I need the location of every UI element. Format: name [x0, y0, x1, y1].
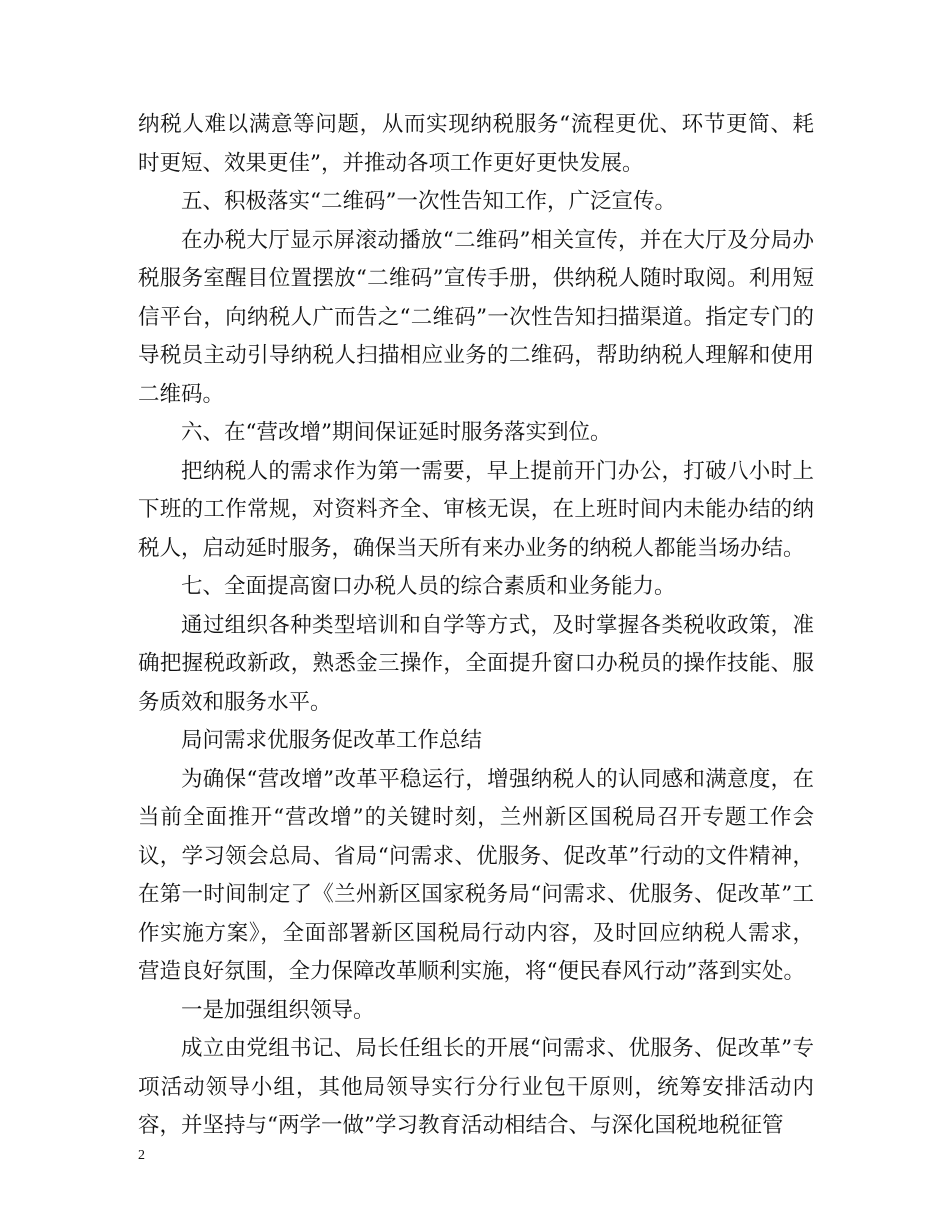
page-number: 2 [138, 1148, 145, 1163]
document-title: 局问需求优服务促改革工作总结 [181, 728, 483, 753]
paragraph-extended-service: 把纳税人的需求作为第一需要，早上提前开门办公，打破八小时上下班的工作常规，对资料齐全、审核无误，在上班时间内未能办结的纳税人，启动延时服务，确保当天所有来办业务的纳税人都能当场办结。 [138, 458, 814, 561]
section-heading-five: 五、积极落实“二维码”一次性告知工作，广泛宣传。 [181, 189, 676, 214]
section-heading-first: 一是加强组织领导。 [181, 997, 375, 1023]
section-heading-seven: 七、全面提高窗口办税人员的综合素质和业务能力。 [181, 574, 676, 599]
paragraph-introduction: 为确保“营改增”改革平稳运行，增强纳税人的认同感和满意度，在当前全面推开“营改增”的关键时刻，兰州新区国税局召开专题工作会议，学习领会总局、省局“问需求、优服务、促改革”行动的文件精神，在第一时间制定了《兰州新区国家税务局“问需求、优服务、促改革”工作实施方案》，全面部署新区国税局行动内容，及时回应纳税人需求，营造良好氛围，全力保障改革顺利实施，将“便民春风行动”落到实处。 [138, 766, 814, 984]
paragraph-leadership-group: 成立由党组书记、局长任组长的开展“问需求、优服务、促改革”专项活动领导小组，其他局领导实行分行业包干原则，统筹安排活动内容，并坚持与“两学一做”学习教育活动相结合、与深化国税地税征管 [138, 1036, 814, 1138]
paragraph-continuation: 纳税人难以满意等问题，从而实现纳税服务“流程更优、环节更简、耗时更短、效果更佳”，并推动各项工作更好更快发展。 [138, 112, 814, 176]
section-heading-six: 六、在“营改增”期间保证延时服务落实到位。 [181, 420, 612, 445]
paragraph-qrcode-promotion: 在办税大厅显示屏滚动播放“二维码”相关宣传，并在大厅及分局办税服务室醒目位置摆放“二维码”宣传手册，供纳税人随时取阅。利用短信平台，向纳税人广而告之“二维码”一次性告知扫描渠道。指定专门的导税员主动引导纳税人扫描相应业务的二维码，帮助纳税人理解和使用二维码。 [138, 227, 814, 407]
document-body [138, 106, 814, 1146]
paragraph-staff-training: 通过组织各种类型培训和自学等方式，及时掌握各类税收政策，准确把握税政新政，熟悉金三操作，全面提升窗口办税员的操作技能、服务质效和服务水平。 [138, 612, 814, 715]
